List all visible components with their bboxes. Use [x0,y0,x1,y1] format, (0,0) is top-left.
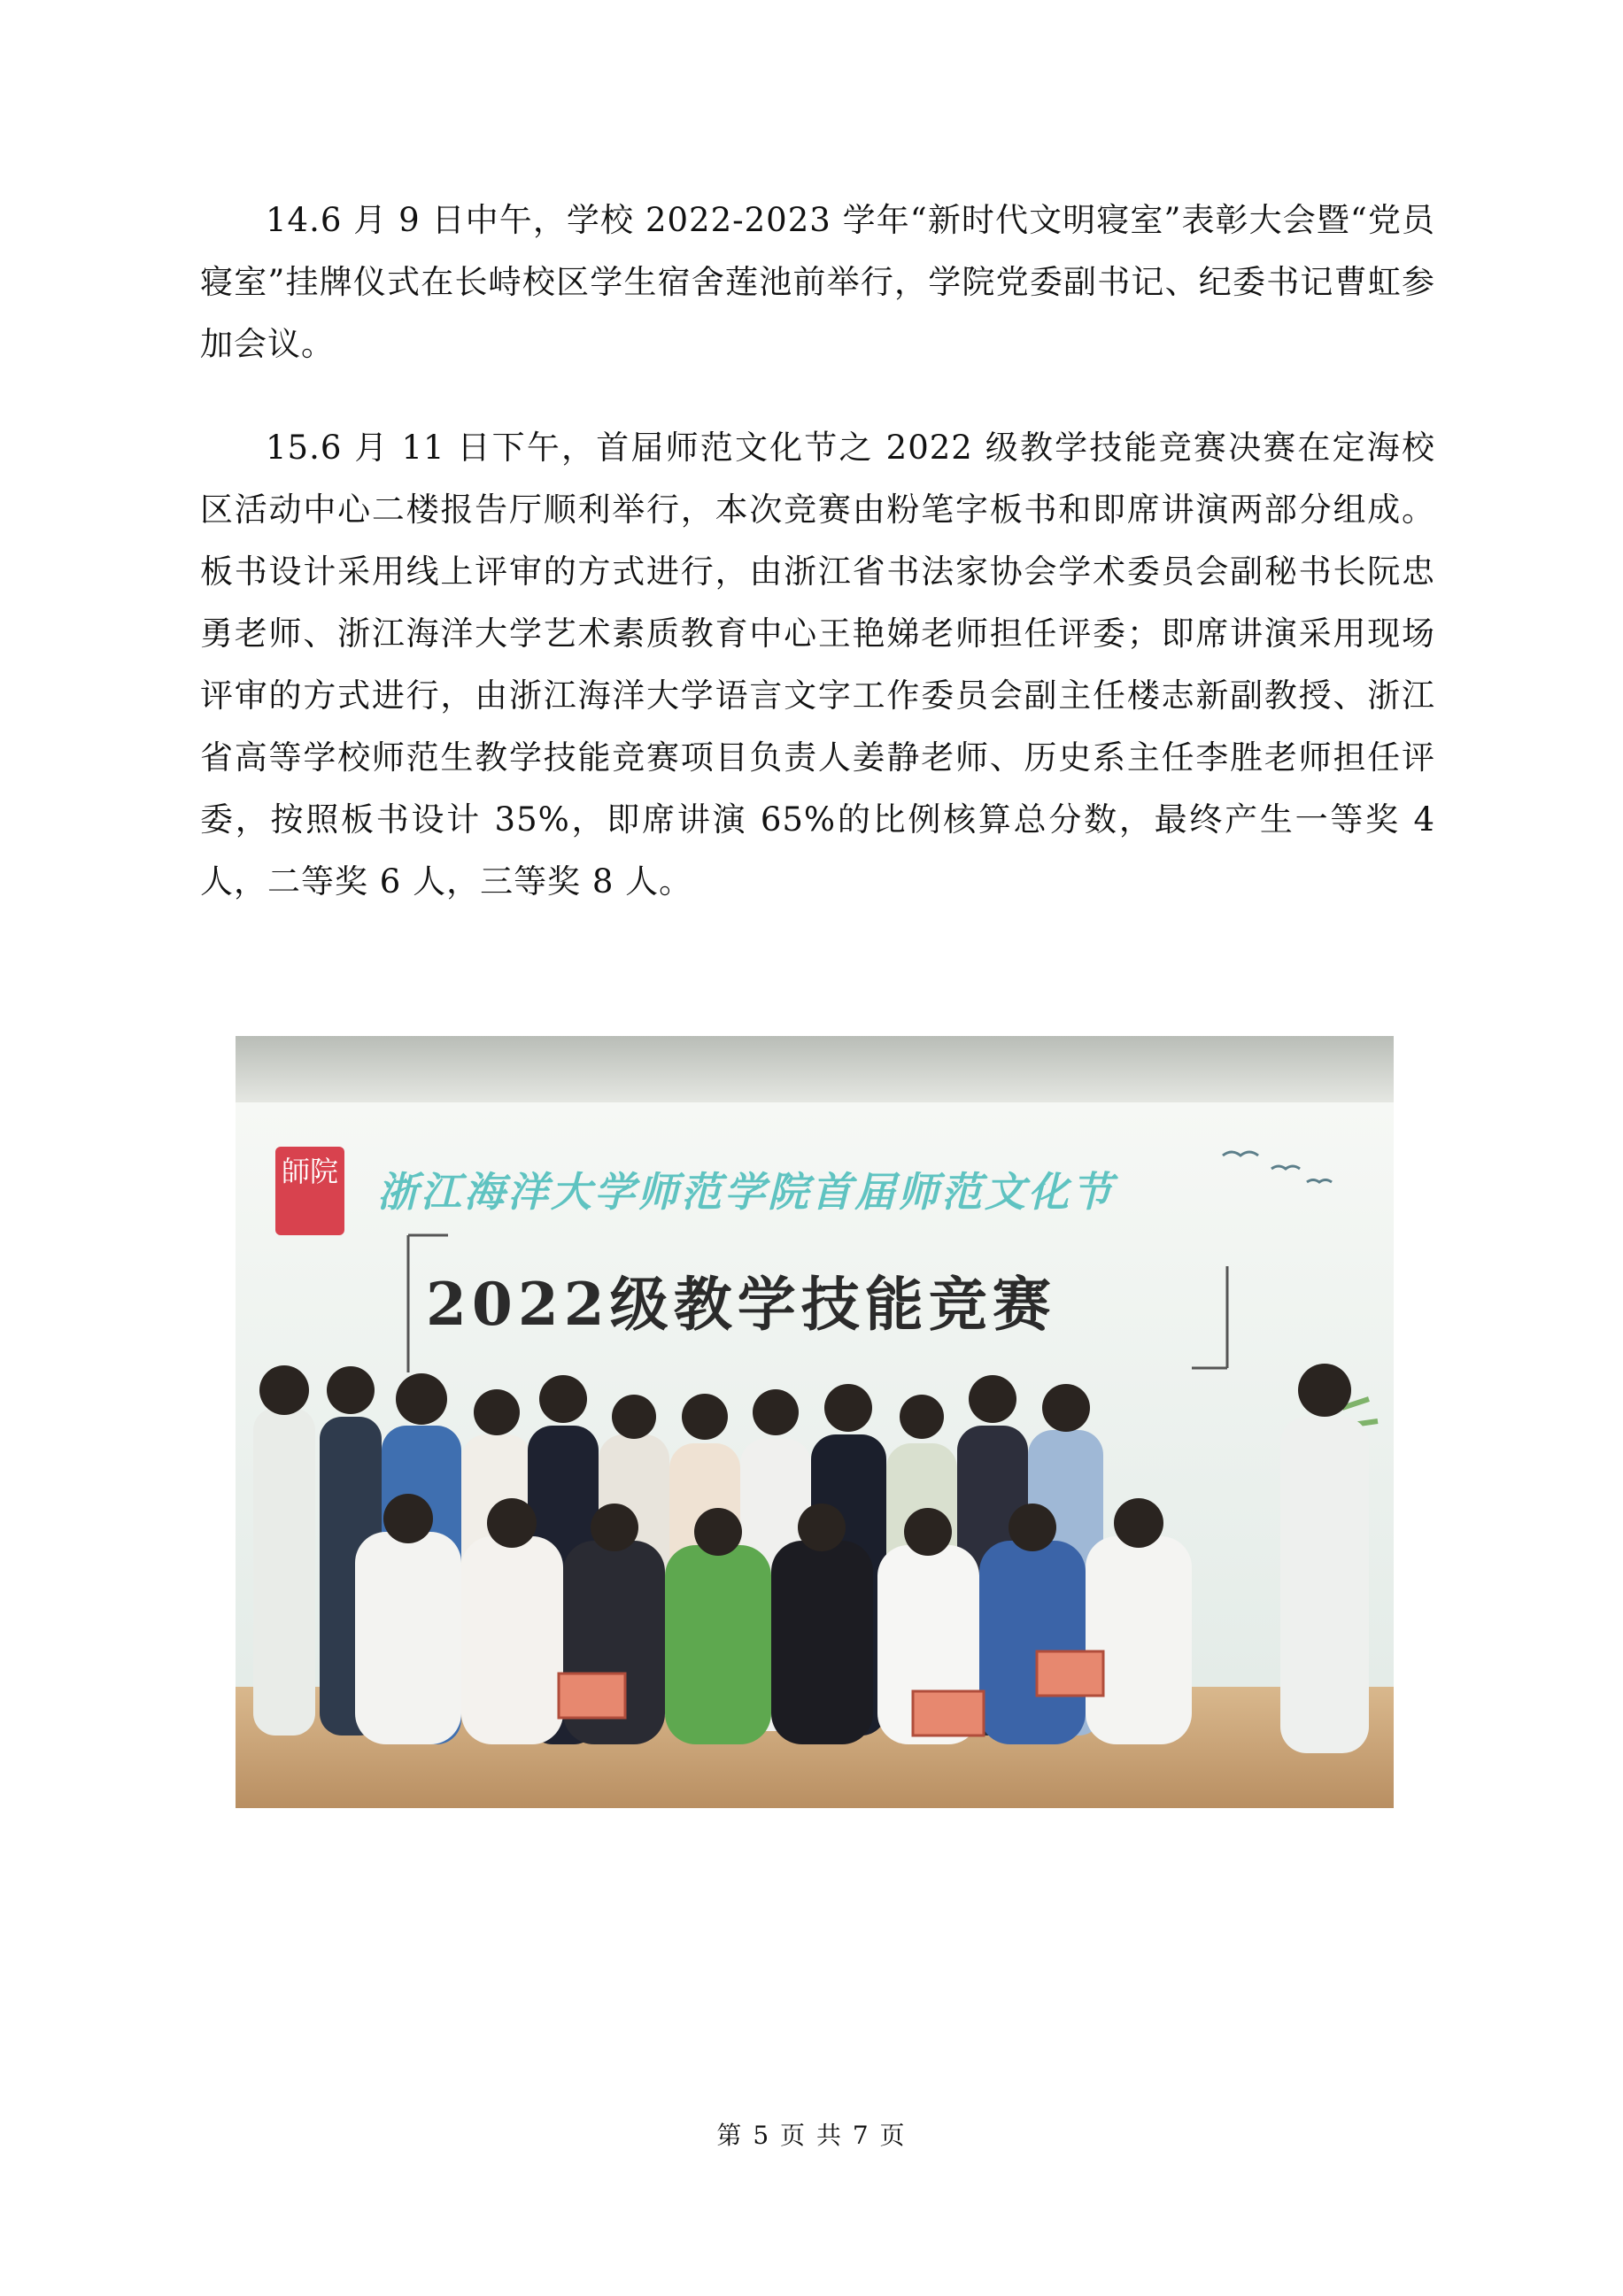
paragraph-item-15: 15.6 月 11 日下午，首届师范文化节之 2022 级教学技能竞赛决赛在定海校区活动中心二楼报告厅顺利举行，本次竞赛由粉笔字板书和即席讲演两部分组成。板书设计采用线上评审的方式进行，由浙江省书法家协会学术委员会副秘书长阮忠勇老师、浙江海洋大学艺术素质教育中心王艳娣老师担任评委；即席讲演采用现场评审的方式进行，由浙江海洋大学语言文字工作委员会副主任楼志新副教授、浙江省高等学校师范生教学技能竞赛项目负责人姜静老师、历史系主任李胜老师担任评委，按照板书设计 35%，即席讲演 65%的比例核算总分数，最终产生一等奖 4 人，二等奖 6 人，三等奖 8 人。 [200,429,1435,901]
group-photo [236,1036,1394,1808]
page-footer: 第 5 页 共 7 页 [716,2121,907,2150]
group-photo-scene [236,1036,1394,1808]
college-seal: 師院 [275,1147,344,1235]
photo-title: 2022级教学技能竞赛 [426,1270,1056,1339]
front-row [355,1532,1192,1744]
paragraph-item-14: 14.6 月 9 日中午，学校 2022-2023 学年“新时代文明寝室”表彰大会暨“党员寝室”挂牌仪式在长峙校区学生宿舍莲池前举行，学院党委副书记、纪委书记曹虹参加会议。 [200,201,1435,363]
photo-banner: 浙江海洋大学师范学院首届师范文化节 [377,1168,1115,1216]
